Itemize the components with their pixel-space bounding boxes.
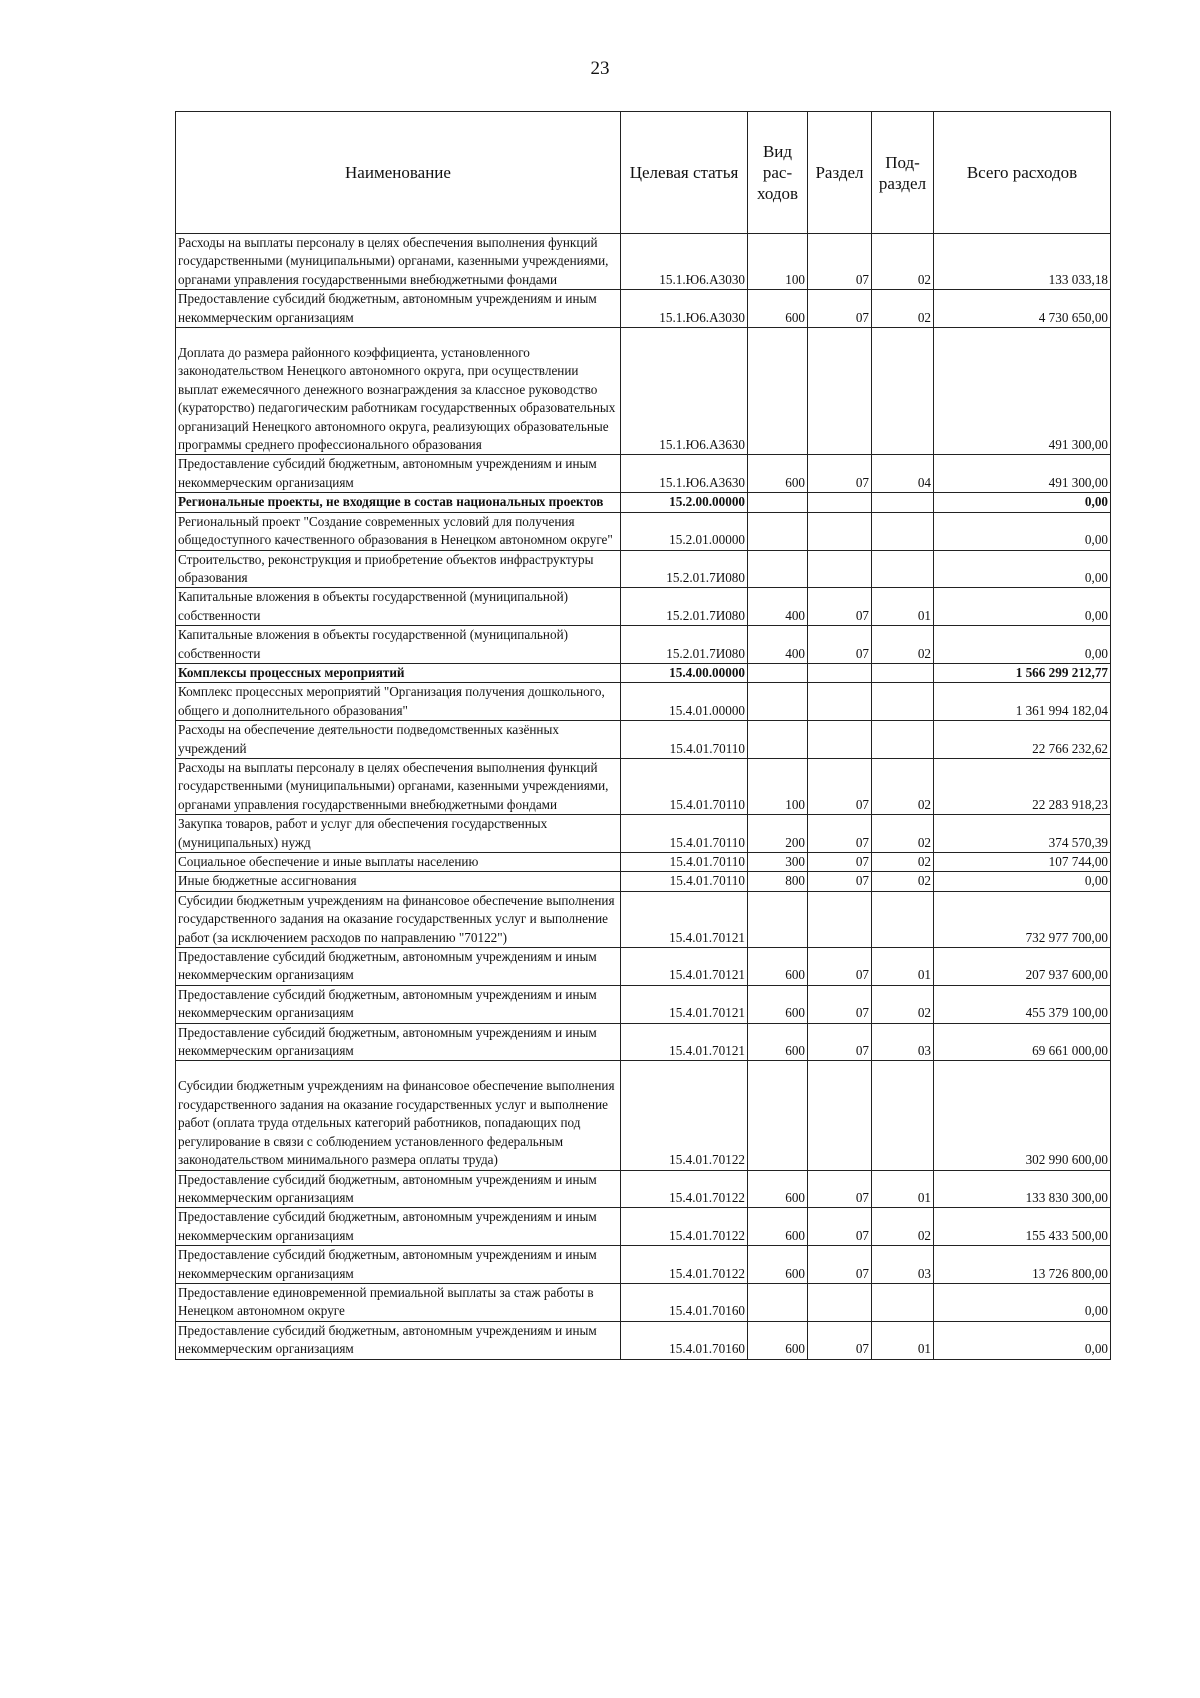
cell-target-article: 15.4.01.70122 [621, 1246, 748, 1284]
cell-expense-kind [748, 663, 808, 682]
cell-section [808, 663, 872, 682]
cell-subsection: 04 [872, 455, 934, 493]
table-row [176, 455, 1111, 493]
cell-target-article: 15.4.01.70121 [621, 948, 748, 986]
cell-target-article: 15.2.01.7И080 [621, 588, 748, 626]
cell-total: 4 730 650,00 [934, 290, 1111, 328]
cell-subsection: 01 [872, 1321, 934, 1359]
cell-expense-kind: 600 [748, 455, 808, 493]
cell-expense-kind: 800 [748, 872, 808, 891]
cell-section: 07 [808, 234, 872, 290]
cell-total: 13 726 800,00 [934, 1246, 1111, 1284]
cell-name: Предоставление субсидий бюджетным, автономным учреждениям и иным некоммерческим организациям [176, 985, 621, 1023]
cell-expense-kind: 600 [748, 1246, 808, 1284]
table-body [176, 234, 1111, 1360]
table-row [176, 815, 1111, 853]
cell-subsection [872, 683, 934, 721]
table-row [176, 1023, 1111, 1061]
cell-total: 0,00 [934, 512, 1111, 550]
cell-target-article: 15.4.01.70122 [621, 1061, 748, 1170]
budget-table [175, 111, 1111, 1360]
cell-name: Предоставление субсидий бюджетным, автономным учреждениям и иным некоммерческим организациям [176, 1170, 621, 1208]
cell-subsection: 02 [872, 853, 934, 872]
cell-subsection [872, 328, 934, 455]
table-row [176, 758, 1111, 814]
cell-subsection: 01 [872, 948, 934, 986]
cell-target-article: 15.4.01.70122 [621, 1170, 748, 1208]
table-row [176, 853, 1111, 872]
cell-section [808, 1061, 872, 1170]
cell-target-article: 15.2.01.7И080 [621, 626, 748, 664]
cell-expense-kind [748, 1283, 808, 1321]
table-row [176, 328, 1111, 455]
cell-total: 491 300,00 [934, 328, 1111, 455]
cell-subsection [872, 1061, 934, 1170]
cell-subsection: 02 [872, 872, 934, 891]
cell-name: Капитальные вложения в объекты государственной (муниципальной) собственности [176, 588, 621, 626]
cell-name: Региональные проекты, не входящие в состав национальных проектов [176, 493, 621, 512]
cell-total: 107 744,00 [934, 853, 1111, 872]
cell-total: 133 033,18 [934, 234, 1111, 290]
table-row [176, 872, 1111, 891]
cell-name: Предоставление субсидий бюджетным, автономным учреждениям и иным некоммерческим организациям [176, 948, 621, 986]
cell-target-article: 15.1.Ю6.А3630 [621, 455, 748, 493]
cell-target-article: 15.4.01.00000 [621, 683, 748, 721]
header-name: Наименование [176, 112, 621, 234]
table-row [176, 985, 1111, 1023]
cell-expense-kind: 100 [748, 234, 808, 290]
cell-name: Закупка товаров, работ и услуг для обеспечения государственных (муниципальных) нужд [176, 815, 621, 853]
cell-total: 732 977 700,00 [934, 891, 1111, 947]
cell-name: Предоставление субсидий бюджетным, автономным учреждениям и иным некоммерческим организациям [176, 1208, 621, 1246]
cell-expense-kind: 600 [748, 1208, 808, 1246]
cell-total: 155 433 500,00 [934, 1208, 1111, 1246]
cell-total: 133 830 300,00 [934, 1170, 1111, 1208]
cell-subsection: 02 [872, 234, 934, 290]
cell-subsection: 02 [872, 626, 934, 664]
cell-total: 0,00 [934, 1321, 1111, 1359]
cell-section [808, 721, 872, 759]
cell-subsection [872, 1283, 934, 1321]
cell-name: Расходы на обеспечение деятельности подведомственных казённых учреждений [176, 721, 621, 759]
cell-target-article: 15.1.Ю6.А3630 [621, 328, 748, 455]
table-row [176, 493, 1111, 512]
cell-target-article: 15.4.01.70110 [621, 872, 748, 891]
cell-expense-kind: 100 [748, 758, 808, 814]
cell-subsection [872, 512, 934, 550]
cell-expense-kind [748, 328, 808, 455]
cell-section [808, 683, 872, 721]
cell-subsection: 02 [872, 758, 934, 814]
cell-section: 07 [808, 626, 872, 664]
cell-section [808, 550, 872, 588]
cell-target-article: 15.2.01.7И080 [621, 550, 748, 588]
cell-total: 0,00 [934, 626, 1111, 664]
header-expense-kind: Вид рас-ходов [748, 112, 808, 234]
cell-total: 491 300,00 [934, 455, 1111, 493]
cell-name: Предоставление субсидий бюджетным, автономным учреждениям и иным некоммерческим организациям [176, 1321, 621, 1359]
cell-expense-kind [748, 683, 808, 721]
header-section: Раздел [808, 112, 872, 234]
cell-name: Субсидии бюджетным учреждениям на финансовое обеспечение выполнения государственного задания на оказание государственных услуг и выполнение работ (оплата труда отдельных категорий работников, попадающих под регулирование в связи с соблюдением установленного федеральным законодательством минимального размера оплаты труда) [176, 1061, 621, 1170]
cell-expense-kind: 600 [748, 1321, 808, 1359]
cell-expense-kind [748, 1061, 808, 1170]
cell-target-article: 15.4.01.70121 [621, 985, 748, 1023]
cell-expense-kind: 600 [748, 1170, 808, 1208]
cell-expense-kind: 400 [748, 626, 808, 664]
cell-subsection: 03 [872, 1246, 934, 1284]
table-row [176, 721, 1111, 759]
cell-subsection: 01 [872, 588, 934, 626]
cell-subsection [872, 550, 934, 588]
table-row [176, 948, 1111, 986]
cell-section: 07 [808, 1170, 872, 1208]
cell-section [808, 1283, 872, 1321]
cell-target-article: 15.4.01.70110 [621, 758, 748, 814]
cell-section: 07 [808, 588, 872, 626]
header-total-expenses: Всего расходов [934, 112, 1111, 234]
cell-total: 0,00 [934, 1283, 1111, 1321]
cell-total: 374 570,39 [934, 815, 1111, 853]
table-row [176, 1246, 1111, 1284]
cell-section: 07 [808, 1321, 872, 1359]
cell-name: Расходы на выплаты персоналу в целях обеспечения выполнения функций государственными (муниципальными) органами, казенными учреждениями, органами управления государственными внебюджетными фондами [176, 234, 621, 290]
cell-name: Капитальные вложения в объекты государственной (муниципальной) собственности [176, 626, 621, 664]
cell-section: 07 [808, 948, 872, 986]
cell-total: 0,00 [934, 550, 1111, 588]
cell-name: Предоставление субсидий бюджетным, автономным учреждениям и иным некоммерческим организациям [176, 1023, 621, 1061]
table-row [176, 891, 1111, 947]
cell-target-article: 15.1.Ю6.А3030 [621, 290, 748, 328]
cell-total: 302 990 600,00 [934, 1061, 1111, 1170]
table-row [176, 1321, 1111, 1359]
cell-target-article: 15.2.00.00000 [621, 493, 748, 512]
cell-subsection [872, 663, 934, 682]
cell-name: Социальное обеспечение и иные выплаты населению [176, 853, 621, 872]
cell-section: 07 [808, 872, 872, 891]
cell-target-article: 15.2.01.00000 [621, 512, 748, 550]
cell-name: Предоставление субсидий бюджетным, автономным учреждениям и иным некоммерческим организациям [176, 455, 621, 493]
cell-expense-kind: 200 [748, 815, 808, 853]
cell-total: 455 379 100,00 [934, 985, 1111, 1023]
cell-total: 69 661 000,00 [934, 1023, 1111, 1061]
cell-subsection [872, 721, 934, 759]
cell-name: Предоставление субсидий бюджетным, автономным учреждениям и иным некоммерческим организациям [176, 290, 621, 328]
cell-subsection: 02 [872, 1208, 934, 1246]
cell-section: 07 [808, 758, 872, 814]
cell-section [808, 512, 872, 550]
table-row [176, 512, 1111, 550]
cell-name: Расходы на выплаты персоналу в целях обеспечения выполнения функций государственными (муниципальными) органами, казенными учреждениями, органами управления государственными внебюджетными фондами [176, 758, 621, 814]
cell-total: 0,00 [934, 588, 1111, 626]
cell-section: 07 [808, 815, 872, 853]
table-row [176, 290, 1111, 328]
cell-name: Субсидии бюджетным учреждениям на финансовое обеспечение выполнения государственного задания на оказание государственных услуг и выполнение работ (за исключением расходов по направлению "70122") [176, 891, 621, 947]
cell-section: 07 [808, 1023, 872, 1061]
header-row [176, 112, 1111, 234]
cell-subsection: 02 [872, 815, 934, 853]
cell-section: 07 [808, 1208, 872, 1246]
cell-section [808, 891, 872, 947]
cell-target-article: 15.4.01.70121 [621, 1023, 748, 1061]
cell-section [808, 493, 872, 512]
cell-target-article: 15.4.00.00000 [621, 663, 748, 682]
cell-section: 07 [808, 985, 872, 1023]
table-row [176, 234, 1111, 290]
cell-name: Комплекс процессных мероприятий "Организация получения дошкольного, общего и дополнительного образования" [176, 683, 621, 721]
cell-total: 0,00 [934, 872, 1111, 891]
cell-target-article: 15.4.01.70110 [621, 721, 748, 759]
header-target-article: Целевая статья [621, 112, 748, 234]
cell-subsection [872, 891, 934, 947]
cell-subsection: 02 [872, 290, 934, 328]
cell-subsection: 01 [872, 1170, 934, 1208]
cell-name: Комплексы процессных мероприятий [176, 663, 621, 682]
table-row [176, 550, 1111, 588]
cell-expense-kind: 300 [748, 853, 808, 872]
table-row [176, 663, 1111, 682]
cell-subsection: 03 [872, 1023, 934, 1061]
cell-section [808, 328, 872, 455]
cell-target-article: 15.4.01.70160 [621, 1283, 748, 1321]
cell-name: Предоставление субсидий бюджетным, автономным учреждениям и иным некоммерческим организациям [176, 1246, 621, 1284]
cell-target-article: 15.4.01.70110 [621, 853, 748, 872]
cell-expense-kind: 400 [748, 588, 808, 626]
cell-total: 22 283 918,23 [934, 758, 1111, 814]
cell-total: 207 937 600,00 [934, 948, 1111, 986]
cell-expense-kind: 600 [748, 1023, 808, 1061]
page-number: 23 [590, 58, 610, 79]
table-row [176, 1208, 1111, 1246]
table-row [176, 683, 1111, 721]
cell-expense-kind [748, 891, 808, 947]
table-row [176, 1283, 1111, 1321]
cell-expense-kind [748, 493, 808, 512]
cell-total: 1 361 994 182,04 [934, 683, 1111, 721]
cell-name: Региональный проект "Создание современных условий для получения общедоступного качественного образования в Ненецком автономном округе" [176, 512, 621, 550]
cell-target-article: 15.4.01.70110 [621, 815, 748, 853]
cell-expense-kind [748, 512, 808, 550]
cell-section: 07 [808, 1246, 872, 1284]
cell-expense-kind [748, 550, 808, 588]
cell-name: Строительство, реконструкция и приобретение объектов инфраструктуры образования [176, 550, 621, 588]
table-row [176, 1061, 1111, 1170]
cell-name: Иные бюджетные ассигнования [176, 872, 621, 891]
cell-total: 0,00 [934, 493, 1111, 512]
cell-expense-kind: 600 [748, 948, 808, 986]
cell-section: 07 [808, 455, 872, 493]
header-subsection: Под-раздел [872, 112, 934, 234]
table-row [176, 588, 1111, 626]
cell-section: 07 [808, 853, 872, 872]
table-row [176, 1170, 1111, 1208]
cell-total: 1 566 299 212,77 [934, 663, 1111, 682]
cell-name: Предоставление единовременной премиальной выплаты за стаж работы в Ненецком автономном округе [176, 1283, 621, 1321]
cell-expense-kind: 600 [748, 985, 808, 1023]
cell-expense-kind [748, 721, 808, 759]
cell-section: 07 [808, 290, 872, 328]
cell-target-article: 15.4.01.70122 [621, 1208, 748, 1246]
cell-subsection: 02 [872, 985, 934, 1023]
cell-target-article: 15.1.Ю6.А3030 [621, 234, 748, 290]
cell-target-article: 15.4.01.70121 [621, 891, 748, 947]
cell-expense-kind: 600 [748, 290, 808, 328]
cell-total: 22 766 232,62 [934, 721, 1111, 759]
cell-subsection [872, 493, 934, 512]
cell-name: Доплата до размера районного коэффициента, установленного законодательством Ненецкого автономного округа, при осуществлении выплат ежемесячного денежного вознаграждения за классное руководство (кураторство) педагогическим работникам государственных образовательных организаций Ненецкого автономного округа, реализующих образовательные программы среднего профессионального образования [176, 328, 621, 455]
cell-target-article: 15.4.01.70160 [621, 1321, 748, 1359]
table-row [176, 626, 1111, 664]
